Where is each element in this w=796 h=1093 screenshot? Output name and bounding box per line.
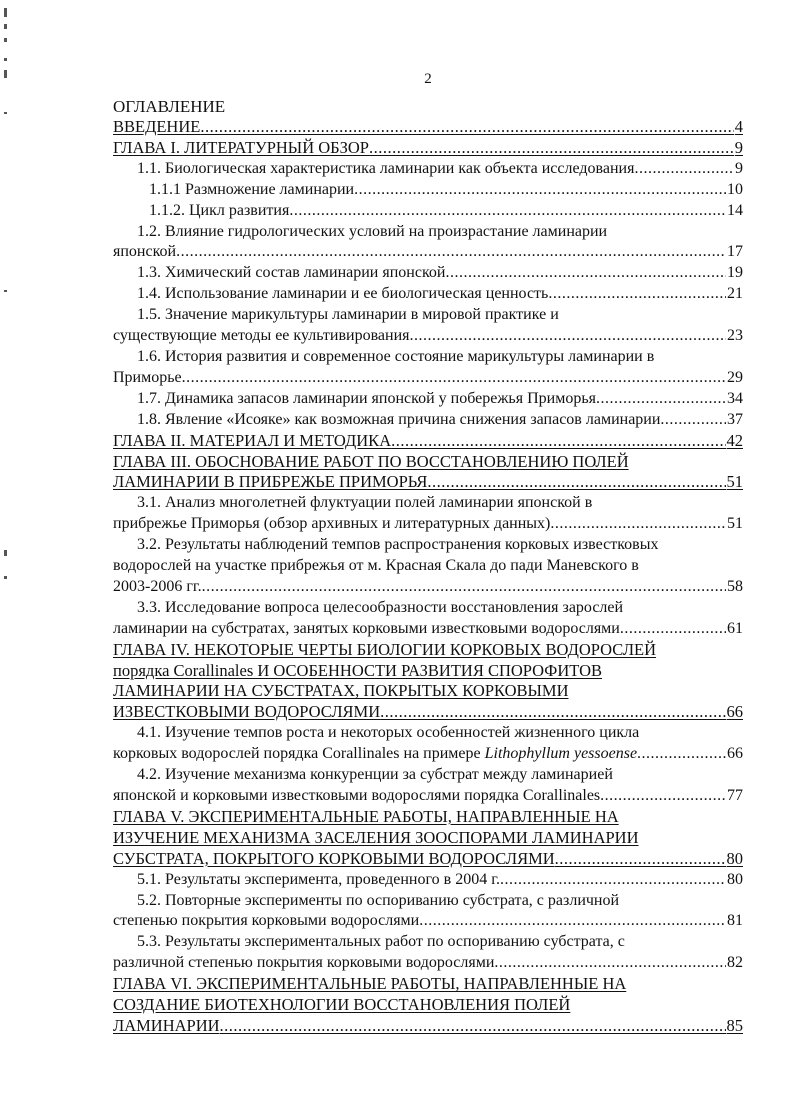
toc-entry-text-line: ГЛАВА III. ОБОСНОВАНИЕ РАБОТ ПО ВОССТАНОВЛЕНИЮ ПОЛЕЙ [113,451,629,471]
toc-page-number: 9 [735,159,743,177]
toc-page-number: 10 [727,180,743,198]
dot-leader [600,786,726,807]
toc-entry-last-line [113,117,743,138]
toc-chapter-entry [113,138,743,159]
toc-entry-text-line: водорослей на участке прибрежья от м. Красная Скала до пади Маневского в [113,557,639,575]
toc-entry-last-line [113,159,743,180]
toc-page-number: 82 [727,954,743,972]
toc-entry-text-line: 5.2. Повторные эксперименты по оспориванию субстрата, с различной [137,891,620,909]
toc-section-entry [113,389,743,410]
toc-page-number: 42 [726,430,743,450]
toc-page-number: 77 [727,787,743,804]
toc-entry-last-line [113,368,743,389]
dot-leader [410,326,726,347]
toc-entry-last-line [113,619,743,640]
toc-entry-title: 1.8. Явление «Исояке» как возможная причина снижения запасов ламинарии [137,410,661,428]
toc-page-number: 80 [727,870,743,888]
toc-entry-title: СУБСТРАТА, ПОКРЫТОГО КОРКОВЫМИ ВОДОРОСЛЯМИ [113,848,555,868]
toc-chapter-entry [113,117,743,138]
dot-leader [202,577,726,598]
dot-leader [555,849,726,870]
toc-entry-text-line: ИЗУЧЕНИЕ МЕХАНИЗМА ЗАСЕЛЕНИЯ ЗООСПОРАМИ ЛАМИНАРИИ [113,827,639,847]
toc-entry-title: степенью покрытия корковыми водорослями [113,912,420,930]
toc-entry-title: Приморье [113,368,182,386]
dot-leader [494,953,726,974]
dot-leader [620,619,726,640]
toc-section-entry [113,932,743,974]
toc-entry-title: 2003-2006 гг. [113,577,202,595]
toc-page-number: 9 [734,137,743,157]
toc-entry-title: корковых водорослей порядка Corallinales на примере [113,745,481,763]
toc-entry-title: 1.3. Химический состав ламинарии японской [137,264,446,282]
toc-page-number: 51 [727,515,743,533]
dot-leader [220,1016,726,1037]
toc-entry-title: существующие методы ее культивирования [113,327,410,345]
toc-entry-text-line: ГЛАВА VI. ЭКСПЕРИМЕНТАЛЬНЫЕ РАБОТЫ, НАПРАВЛЕННЫЕ НА [113,974,627,994]
toc-entry-last-line [113,472,743,493]
toc-section-entry [113,347,743,389]
toc-entry-title: японской [113,243,177,261]
dot-leader [550,514,726,535]
toc-entry-title: 1.4. Использование ламинарии и ее биологическая ценность [137,285,549,303]
toc-entry-last-line [113,389,743,410]
toc-entry-title: японской и корковыми известковыми водорослями порядка Corallinales [113,787,601,804]
toc-entry-text-line: ГЛАВА IV. НЕКОТОРЫЕ ЧЕРТЫ БИОЛОГИИ КОРКОВЫХ ВОДОРОСЛЕЙ [113,639,657,659]
toc-page-number: 81 [727,912,743,930]
dot-leader [200,117,733,138]
toc-section-entry [113,765,743,807]
toc-entry-last-line [113,263,743,284]
toc-page-number: 29 [727,368,743,386]
toc-entry-last-line [113,953,743,974]
toc-entry-last-line [113,1016,743,1037]
toc-entry-last-line [113,284,743,305]
toc-entry-last-line [113,138,743,159]
dot-leader [660,410,726,431]
toc-entry-text-line: 1.6. История развития и современное состояние марикультуры ламинарии в [137,347,655,365]
toc-section-entry [113,493,743,535]
toc-section-entry [113,284,743,305]
toc-entry-last-line [113,786,743,807]
toc-entry-title: 1.1. Биологическая характеристика ламинарии как объекта исследования [137,159,635,177]
toc-entry-title: 1.1.1 Размножение ламинарии [149,180,355,198]
toc-entries [113,117,743,1037]
toc-entry-text-line: СОЗДАНИЕ БИОТЕХНОЛОГИИ ВОССТАНОВЛЕНИЯ ПОЛЕЙ [113,995,571,1015]
toc-page-number: 19 [727,264,743,282]
toc-entry-last-line [113,702,743,723]
toc-subsection-entry [113,180,743,201]
dot-leader [369,138,734,159]
toc-entry-text-line: 4.1. Изучение темпов роста и некоторых особенностей жизненного цикла [137,724,640,742]
toc-entry-text-line: 3.3. Исследование вопроса целесообразности восстановления зарослей [137,598,624,616]
toc-entry-text-line: 1.2. Влияние гидрологических условий на произрастание ламинарии [137,222,608,240]
toc-entry-title: ЛАМИНАРИИ В ПРИБРЕЖЬЕ ПРИМОРЬЯ [113,472,428,492]
toc-entry-text-line: ЛАМИНАРИИ НА СУБСТРАТАХ, ПОКРЫТЫХ КОРКОВЫМИ [113,681,569,701]
dot-leader [445,263,726,284]
toc-page-number: 66 [727,745,743,763]
toc-section-entry [113,891,743,933]
toc-entry-last-line [113,849,743,870]
toc-entry-text-line: 1.5. Значение марикультуры ламинарии в мировой практике и [137,306,559,324]
toc-entry-last-line [113,180,743,201]
toc-entry-species-name: Lithophyllum yessoense [484,745,638,763]
toc-section-entry [113,870,743,891]
dot-leader [289,201,726,222]
toc-entry-text-line: 4.2. Изучение механизма конкуренции за субстрат между ламинарией [137,766,613,784]
toc-entry-title: ЛАМИНАРИИ [113,1015,220,1035]
toc-section-entry [113,410,743,431]
toc-page-number: 4 [734,117,743,136]
dot-leader [637,744,726,765]
toc-section-entry [113,222,743,264]
dot-leader [427,472,725,493]
toc-chapter-entry [113,974,743,1037]
toc-section-entry [113,263,743,284]
toc-chapter-entry [113,807,743,870]
dot-leader [182,368,726,389]
dot-leader [548,284,726,305]
toc-chapter-entry [113,431,743,452]
toc-section-entry [113,305,743,347]
toc-entry-title: прибрежье Приморья (обзор архивных и литературных данных) [113,515,551,533]
toc-entry-last-line [113,326,743,347]
toc-entry-title: различной степенью покрытия корковыми водорослями [113,954,495,972]
dot-leader [176,242,726,263]
toc-page-number: 58 [727,577,743,595]
toc-page-number: 17 [727,243,743,261]
toc-page-number: 34 [727,389,743,407]
toc-entry-last-line [113,577,743,598]
toc-subsection-entry [113,201,743,222]
toc-entry-title: ГЛАВА II. МАТЕРИАЛ И МЕТОДИКА [113,430,392,450]
toc-entry-last-line [113,242,743,263]
page-number: 2 [424,71,432,87]
toc-entry-title: 5.1. Результаты эксперимента, проведенного в 2004 г. [137,870,500,888]
toc-entry-last-line [113,911,743,932]
table-of-contents [113,97,743,1037]
toc-page-number: 23 [727,327,743,345]
toc-section-entry [113,723,743,765]
toc-entry-last-line [113,431,743,452]
toc-chapter-entry [113,452,743,494]
toc-entry-title: ламинарии на субстратах, занятых корковыми известковыми водорослями [113,619,620,637]
dot-leader [500,870,726,891]
toc-entry-title: ГЛАВА I. ЛИТЕРАТУРНЫЙ ОБЗОР [113,137,369,157]
toc-entry-title: ВВЕДЕНИЕ [113,117,201,136]
toc-page-number: 21 [727,285,743,303]
toc-entry-last-line [113,744,743,765]
toc-title: ОГЛАВЛЕНИЕ [113,97,226,116]
dot-leader [354,180,726,201]
dot-leader [380,702,725,723]
toc-entry-text-line: 5.3. Результаты экспериментальных работ по оспориванию субстрата, с [137,933,625,951]
toc-entry-last-line [113,870,743,891]
toc-page-number: 80 [726,848,743,868]
toc-page-number: 37 [727,410,743,428]
dot-leader [596,389,726,410]
toc-entry-title: 1.1.2. Цикл развития [149,201,290,219]
toc-entry-text-line: ГЛАВА V. ЭКСПЕРИМЕНТАЛЬНЫЕ РАБОТЫ, НАПРАВЛЕННЫЕ НА [113,806,619,826]
dot-leader [419,911,726,932]
toc-page-number: 14 [727,201,743,219]
dot-leader [634,159,734,180]
toc-entry-last-line [113,514,743,535]
toc-section-entry [113,159,743,180]
toc-entry-title: ИЗВЕСТКОВЫМИ ВОДОРОСЛЯМИ [113,702,381,722]
toc-page-number: 66 [726,702,743,722]
toc-entry-text-line: 3.1. Анализ многолетней флуктуации полей ламинарии японской в [137,494,593,512]
dot-leader [391,431,725,452]
toc-entry-last-line [113,201,743,222]
toc-section-entry [113,535,743,598]
scan-margin-marks [4,0,14,1093]
toc-section-entry [113,598,743,640]
toc-entry-text-line: 3.2. Результаты наблюдений темпов распространения корковых известковых [137,536,659,554]
toc-chapter-entry [113,640,743,724]
toc-entry-last-line [113,410,743,431]
toc-page-number: 61 [727,619,743,637]
toc-entry-title: 1.7. Динамика запасов ламинарии японской у побережья Приморья [137,389,596,407]
toc-page-number: 51 [726,472,743,492]
toc-page-number: 85 [726,1015,743,1035]
toc-entry-text-line: порядка Corallinales И ОСОБЕННОСТИ РАЗВИТИЯ СПОРОФИТОВ [113,660,603,680]
